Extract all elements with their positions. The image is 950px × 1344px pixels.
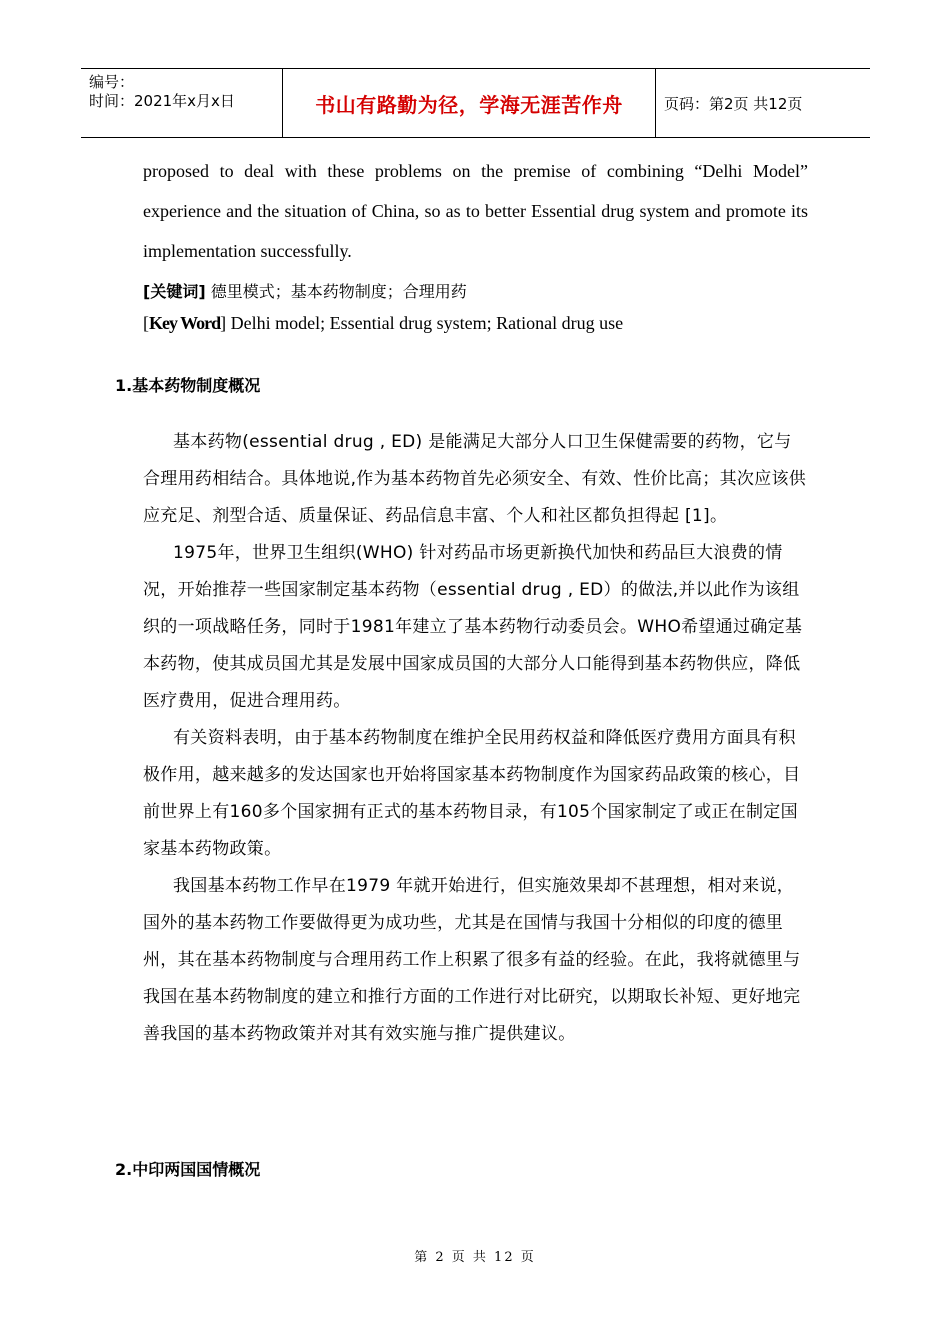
keywords-en — [143, 313, 808, 334]
bracket-open: [ — [143, 313, 149, 333]
abstract-tail: proposed to deal with these problems on the premise of combining “Delhi Model” experience and the situation of China, so as to better Essential drug system and promote its implementation successfully. — [143, 161, 808, 261]
section-1-body — [143, 424, 808, 1053]
bracket-close: ] — [220, 313, 227, 333]
section-1-heading: 1.基本药物制度概况 — [115, 376, 261, 395]
keywords-cn-text: 德里模式；基本药物制度；合理用药 — [205, 282, 467, 301]
page-footer: 第 2 页 共 12 页 — [414, 1250, 536, 1265]
header-meta — [89, 73, 235, 111]
page-header — [81, 68, 870, 138]
body-paragraph: 我国基本药物工作早在1979 年就开始进行，但实施效果却不甚理想，相对来说，国外的基本药物工作要做得更为成功些，尤其是在国情与我国十分相似的印度的德里州，其在基本药物制度与合理用药工作上积累了很多有益的经验。在此，我将就德里与我国在基本药物制度的建立和推行方面的工作进行对比研究，以期取长补短、更好地完善我国的基本药物政策并对其有效实施与推广提供建议。 — [143, 876, 801, 1044]
body-paragraph: 基本药物(essential drug , ED) 是能满足大部分人口卫生保健需要的药物，它与合理用药相结合。具体地说,作为基本药物首先必须安全、有效、性价比高；其次应该供应充足、剂型合适、质量保证、药品信息丰富、个人和社区都负担得起 [1]。 — [143, 432, 807, 526]
header-page-number: 页码：第2页 共12页 — [664, 95, 803, 113]
header-divider — [655, 69, 656, 137]
header-motto: 书山有路勤为径，学海无涯苦作舟 — [315, 92, 623, 117]
body-paragraph: 有关资料表明，由于基本药物制度在维护全民用药权益和降低医疗费用方面具有积极作用，越来越多的发达国家也开始将国家基本药物制度作为国家药品政策的核心，目前世界上有160多个国家拥有正式的基本药物目录，有105个国家制定了或正在制定国家基本药物政策。 — [143, 728, 801, 859]
document-time-label: 时间：2021年x月x日 — [89, 92, 235, 110]
document-number-label: 编号： — [89, 73, 135, 91]
keywords-cn-label: [关键词] — [143, 282, 206, 301]
section-2-heading: 2.中印两国国情概况 — [115, 1160, 261, 1179]
keywords-en-text: Delhi model; Essential drug system; Rational drug use — [226, 313, 624, 333]
keywords-cn — [143, 279, 808, 302]
keywords-en-label: Key Word — [149, 313, 221, 333]
body-paragraph: 1975年，世界卫生组织(WHO) 针对药品市场更新换代加快和药品巨大浪费的情况，开始推荐一些国家制定基本药物（essential drug , ED）的做法,并以此作为该组织的一项战略任务，同时于1981年建立了基本药物行动委员会。WHO希望通过确定基本药物，使其成员国尤其是发展中国家成员国的大部分人口能得到基本药物供应，降低医疗费用，促进合理用药。 — [143, 543, 803, 711]
